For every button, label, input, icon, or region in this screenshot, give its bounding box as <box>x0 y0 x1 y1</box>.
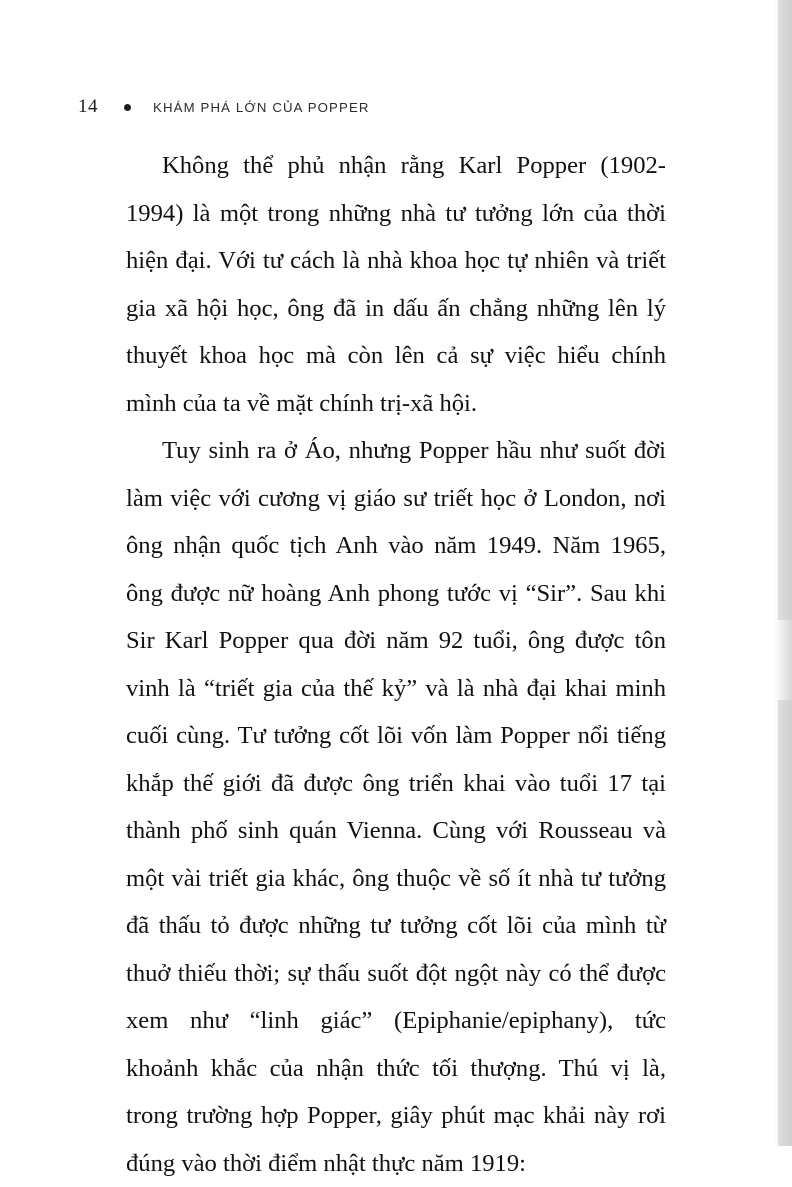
running-head <box>78 96 370 118</box>
page-number: 14 <box>78 96 98 117</box>
paragraph: Không thể phủ nhận rằng Karl Popper (1902-1994) là một trong những nhà tư tưởng lớn của thời hiện đại. Với tư cách là nhà khoa học tự nhiên và triết gia xã hội học, ông đã in dấu ấn chẳng những lên lý thuyết khoa học mà còn lên cả sự việc hiểu chính mình của ta về mặt chính trị-xã hội. <box>126 152 666 417</box>
dot-separator-icon <box>124 104 131 111</box>
chapter-title: KHÁM PHÁ LỚN CỦA POPPER <box>153 99 370 115</box>
paragraph: Tuy sinh ra ở Áo, nhưng Popper hầu như suốt đời làm việc với cương vị giáo sư triết học ở London, nơi ông nhận quốc tịch Anh vào năm 1949. Năm 1965, ông được nữ hoàng Anh phong tước vị “Sir”. Sau khi Sir Karl Popper qua đời năm 92 tuổi, ông được tôn vinh là “triết gia của thế kỷ” và là nhà đại khai minh cuối cùng. Tư tưởng cốt lõi vốn làm Popper nổi tiếng khắp thế giới đã được ông triển khai vào tuổi 17 tại thành phố sinh quán Vienna. Cùng với Rousseau và một vài triết gia khác, ông thuộc về số ít nhà tư tưởng đã thấu tỏ được những tư tưởng cốt lõi của mình từ thuở thiếu thời; sự thấu suốt đột ngột này có thể được xem như “linh giác” (Epiphanie/epiphany), tức khoảnh khắc của nhận thức tối thượng. Thú vị là, trong trường hợp Popper, giây phút mạc khải này rơi đúng vào thời điểm nhật thực năm 1919: <box>126 437 666 1177</box>
body-text <box>126 142 666 1187</box>
page-edge-band-top <box>778 0 792 620</box>
page-edge-band-bottom <box>778 700 792 1146</box>
